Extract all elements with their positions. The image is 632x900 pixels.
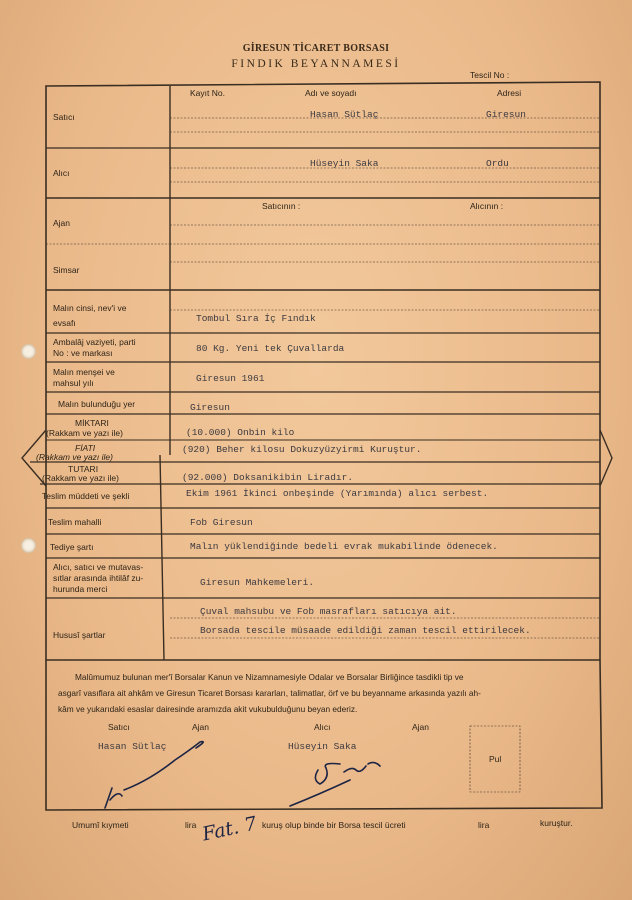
label-tutari-2: (Rakkam ve yazı ile) [42, 473, 119, 483]
footer-kurustur: kuruştur. [540, 818, 573, 828]
label-hususi: Hususî şartlar [53, 630, 106, 640]
label-teslim-mahalli: Teslim mahalli [48, 517, 102, 527]
satici-name: Hasan Sütlaç [310, 109, 379, 120]
alici-address: Ordu [486, 158, 509, 169]
tescil-no-label: Tescil No : [470, 70, 510, 80]
label-fiati-2: (Rakkam ve yazı ile) [36, 452, 113, 462]
sig-label-ajan-2: Ajan [412, 722, 430, 732]
satici-address: Giresun [486, 109, 526, 120]
tutari-value: (92.000) Doksanikibin Liradır. [182, 472, 354, 483]
sig-label-satici: Satıcı [108, 722, 130, 732]
footer-lira-1: lira [185, 820, 197, 830]
label-miktari-2: (Rakkam ve yazı ile) [46, 428, 123, 438]
label-ambalaj-2: No : ve markası [53, 348, 113, 358]
handwritten-note: Fat. 7 [200, 812, 259, 846]
declaration-line-1: Malûmumuz bulunan mer'î Borsalar Kanun ve Nizamnamesiyle Odalar ve Borsalar Birliğince tasdikli tip ve [75, 672, 464, 682]
label-tediye: Tediye şartı [50, 542, 94, 552]
hususi-value-2: Borsada tescile müsaade edildiği zaman tescil ettirilecek. [200, 625, 531, 636]
column-adi-soyadi: Adı ve soyadı [305, 88, 357, 98]
malin-cinsi-value: Tombul Sıra İç Fındık [196, 313, 316, 324]
signature-satici [105, 742, 203, 808]
ihtilaf-value: Giresun Mahkemeleri. [200, 577, 315, 588]
label-miktari-1: MİKTARI [75, 418, 109, 428]
column-saticinin: Satıcının : [262, 201, 301, 211]
alici-name: Hüseyin Saka [310, 158, 379, 169]
declaration-line-3: kâm ve yukarıdaki esaslar dairesinde aramızda akit vukubulduğunu beyan ederiz. [58, 704, 358, 714]
signature-alici [290, 762, 380, 806]
pul-label: Pul [489, 754, 502, 764]
column-alicinin: Alıcının : [470, 201, 504, 211]
sig-label-ajan-1: Ajan [192, 722, 210, 732]
hususi-value-1: Çuval mahsubu ve Fob masrafları satıcıya ait. [200, 606, 457, 617]
fiati-value: (920) Beher kilosu Dokuzyüzyirmi Kuruştur. [182, 444, 422, 455]
label-teslim-muddeti: Teslim müddeti ve şekli [42, 491, 130, 501]
form-title: FINDIK BEYANNAMESİ [231, 58, 401, 70]
label-alici: Alıcı [53, 168, 70, 178]
teslim-mahalli-value: Fob Giresun [190, 517, 253, 528]
label-ambalaj-1: Ambalâj vaziyeti, parti [53, 337, 136, 347]
sig-satici-name: Hasan Sütlaç [98, 741, 167, 752]
ambalaj-value: 80 Kg. Yeni tek Çuvallarda [196, 343, 345, 354]
label-ajan: Ajan [53, 218, 71, 228]
sig-alici-name: Hüseyin Saka [288, 741, 357, 752]
label-mensei-1: Malın menşei ve [53, 367, 115, 377]
miktari-value: (10.000) Onbin kilo [186, 427, 295, 438]
declaration-line-2: asgarî vasıflara ait ahkâm ve Giresun Ticaret Borsası kararları, talimatlar, örf ve bu beyanname arkasında yazılı ah- [58, 688, 481, 698]
label-mensei-2: mahsul yılı [53, 378, 94, 388]
label-fiati-1: FİATI [75, 443, 96, 453]
column-kayit-no: Kayıt No. [190, 88, 225, 98]
label-ihtilaf-2: sıtlar arasında ihtilâf zu- [53, 573, 144, 583]
label-tutari-1: TUTARI [68, 464, 99, 474]
footer-umumi: Umumî kıymeti [72, 820, 129, 830]
punch-hole-top [21, 344, 36, 359]
label-ihtilaf-1: Alıcı, satıcı ve mutavas- [53, 562, 144, 572]
label-malin-cinsi-1: Malın cinsi, nev'i ve [53, 303, 127, 313]
label-bulundugu: Malın bulunduğu yer [58, 399, 136, 409]
label-satici: Satıcı [53, 112, 75, 122]
column-adresi: Adresi [497, 88, 522, 98]
label-ihtilaf-3: hurunda merci [53, 584, 108, 594]
bulundugu-value: Giresun [190, 402, 230, 413]
sig-label-alici: Alıcı [314, 722, 331, 732]
punch-hole-bottom [21, 538, 36, 553]
label-simsar: Simsar [53, 265, 80, 275]
tediye-value: Malın yüklendiğinde bedeli evrak mukabilinde ödenecek. [190, 541, 498, 552]
teslim-muddeti-value: Ekim 1961 İkinci onbeşinde (Yarımında) alıcı serbest. [186, 488, 489, 499]
footer-lira-2: lira [478, 820, 490, 830]
org-title: GİRESUN TİCARET BORSASI [242, 43, 390, 54]
mensei-value: Giresun 1961 [196, 373, 265, 384]
footer-kurus-olup: kuruş olup binde bir Borsa tescil ücreti [262, 820, 406, 830]
label-malin-cinsi-2: evsafı [53, 318, 76, 328]
